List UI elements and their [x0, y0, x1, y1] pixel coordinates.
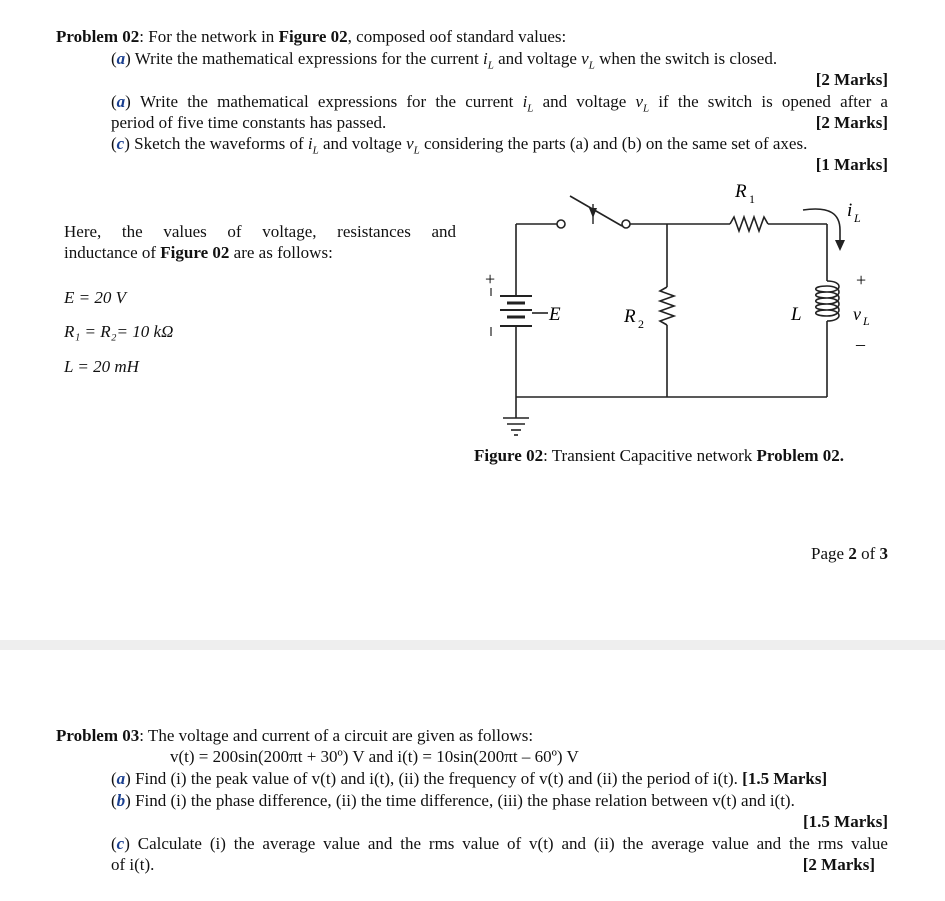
battery-plus-label: +	[485, 269, 496, 289]
problem02-part-a2-marks: [2 Marks]	[815, 113, 888, 132]
page-3	[0, 650, 945, 901]
problem03-part-c-marks: [2 Marks]	[802, 855, 875, 874]
problem03-part-c-line1: (c) Calculate (i) the average value and the rms value of v(t) and (ii) the average value and the rms value	[111, 834, 888, 853]
figure-caption: Figure 02: Transient Capacitive network Problem 02.	[474, 446, 845, 465]
battery-E-label: E	[549, 304, 561, 325]
R1-label: R	[735, 181, 747, 202]
problem02-part-a2-line2: period of five time constants has passed.	[111, 113, 387, 132]
problem02-part-c: (c) Sketch the waveforms of $i_L$ and voltage $v_L$ considering the parts (a) and (b) on the same set of axes.	[111, 134, 808, 157]
problem03-part-a: (a) Find (i) the peak value of v(t) and i(t), (ii) the frequency of v(t) and (ii) the period of i(t). [1.5 Marks]	[111, 769, 828, 788]
problem02-part-a2-line1: (a) Write the mathematical expressions for the current $i_L$ and voltage $v_L$ if the switch is opened after a	[111, 92, 888, 115]
problem03-part-c-line2: of i(t).	[111, 855, 155, 874]
values-intro-line2: inductance of Figure 02 are as follows:	[64, 243, 333, 262]
problem03-equations: v(t) = 200sin(200πt + 30º) V and i(t) = 10sin(200πt – 60º) V	[170, 747, 579, 766]
iL-subscript: L	[854, 211, 861, 225]
R2-subscript: 2	[638, 317, 644, 331]
vL-subscript: L	[863, 314, 870, 328]
problem02-part-a1: (a) Write the mathematical expressions for the current $i_L$ and voltage $v_L$ when the switch is closed.	[111, 49, 778, 72]
L-label: L	[791, 304, 802, 325]
problem03-part-b-marks: [1.5 Marks]	[803, 812, 888, 831]
problem03-intro: Problem 03: The voltage and current of a circuit are given as follows:	[56, 726, 534, 745]
problem02-part-c-marks: [1 Marks]	[815, 155, 888, 174]
vL-label: v	[853, 304, 861, 324]
iL-label: i	[847, 200, 853, 221]
value-R: R₁ = R₂= 10 kΩ	[64, 322, 174, 341]
vL-plus-label: +	[856, 270, 867, 290]
page-number: Page 2 of 3	[811, 544, 888, 563]
R2-label: R	[624, 306, 636, 327]
value-L: L = 20 mH	[64, 357, 139, 376]
page-separator	[0, 640, 945, 650]
problem02-part-a1-marks: [2 Marks]	[815, 70, 888, 89]
problem02-intro: Problem 02: For the network in Figure 02, composed oof standard values:	[56, 27, 567, 46]
vL-minus-label: –	[856, 334, 865, 354]
R1-subscript: 1	[749, 192, 755, 206]
values-intro-line1: Here, the values of voltage, resistances and	[64, 222, 456, 241]
problem03-part-b: (b) Find (i) the phase difference, (ii) the time difference, (iii) the phase relation between v(t) and i(t).	[111, 791, 795, 810]
value-E: E = 20 V	[64, 288, 126, 307]
